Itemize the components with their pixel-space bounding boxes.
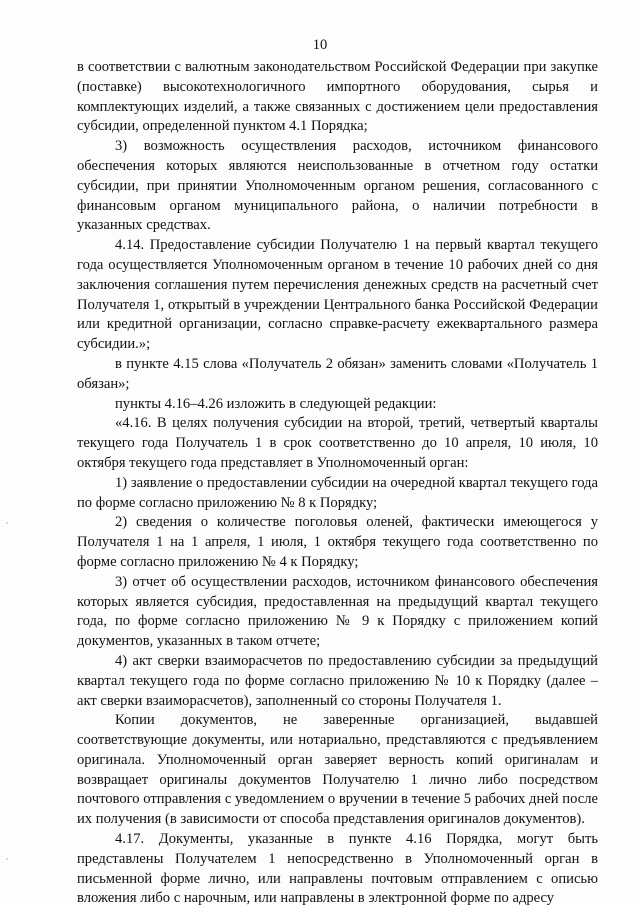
- paragraph-item-4-reconciliation: 4) акт сверки взаиморасчетов по предоставлению субсидии за предыдущий квартал текущего года по форме согласно приложению № 10 к Порядку (далее – акт сверки взаиморасчетов), заполненный со стороны Получателя 1.: [77, 652, 598, 709]
- paragraph-clauses-4-16-4-26: пункты 4.16–4.26 изложить в следующей редакции:: [115, 395, 437, 412]
- paragraph-item-3-report: 3) отчет об осуществлении расходов, источником финансового обеспечения которых является субсидия, предоставленная на предыдущий квартал текущего года, по форме согласно приложению № 9 к Порядку с приложением копий документов, указанных в таком отчете;: [77, 573, 598, 650]
- paragraph-copies-of-documents: Копии документов, не заверенные организацией, выдавшей соответствующие документы, или нотариально, представляются с предъявлением оригинала. Уполномоченный орган заверяет верность копий оригиналам и возвращает оригиналы документов Получателю 1 лично либо посредством почтового отправления с уведомлением о вручении в течение 5 рабочих дней после их получения (в зависимости от способа представления оригиналов документов).: [77, 712, 598, 828]
- paragraph-currency-legislation: в соответствии с валютным законодательством Российской Федерации при закупке (поставке) высокотехнологичного импортного оборудования, сырья и комплектующих изделий, а также связанных с достижением цели предоставления субсидии, определенной пунктом 4.1 Порядка;: [77, 59, 598, 135]
- paragraph-item-1-application: 1) заявление о предоставлении субсидии на очередной квартал текущего года по форме согласно приложению № 8 к Порядку;: [77, 474, 598, 511]
- scan-speck: [6, 858, 8, 860]
- paragraph-clause-4-14: 4.14. Предоставление субсидии Получателю 1 на первый квартал текущего года осуществляется Уполномоченным органом в течение 10 рабочих дней со дня заключения соглашения путем перечисления денежных средств на расчетный счет Получателя 1, открытый в учреждении Центрального банка Российской Федерации или кредитной организации, согласно справке-расчету ежеквартального размера субсидии.»;: [77, 237, 598, 353]
- paragraph-clause-4-17: 4.17. Документы, указанные в пункте 4.16 Порядка, могут быть представлены Получателем 1 непосредственно в Уполномоченный орган в письменной форме лично, или направлены почтовым отправлением с описью вложения либо с нарочным, или направлены в электронной форме по адресу: [77, 831, 598, 907]
- document-body: [77, 58, 598, 909]
- scan-speck: [6, 522, 8, 524]
- paragraph-item-2-livestock: 2) сведения о количестве поголовья оленей, фактически имеющегося у Получателя 1 на 1 апреля, 1 июля, 1 октября текущего года соответственно по форме согласно приложению № 4 к Порядку;: [77, 514, 598, 570]
- paragraph-item-3-expenses: 3) возможность осуществления расходов, источником финансового обеспечения которых являются неиспользованные в отчетном году остатки субсидии, при принятии Уполномоченным органом решения, согласованного с финансовым органом муниципального района, о наличии потребности в указанных средствах.: [77, 138, 598, 234]
- paragraph-clause-4-15-amendment: в пункте 4.15 слова «Получатель 2 обязан» заменить словами «Получатель 1 обязан»;: [77, 355, 598, 392]
- paragraph-clause-4-16: «4.16. В целях получения субсидии на второй, третий, четвертый кварталы текущего года Получатель 1 в срок соответственно до 10 апреля, 10 июля, 10 октября текущего года представляет в Уполномоченный орган:: [77, 415, 598, 471]
- page-number: 10: [312, 37, 328, 53]
